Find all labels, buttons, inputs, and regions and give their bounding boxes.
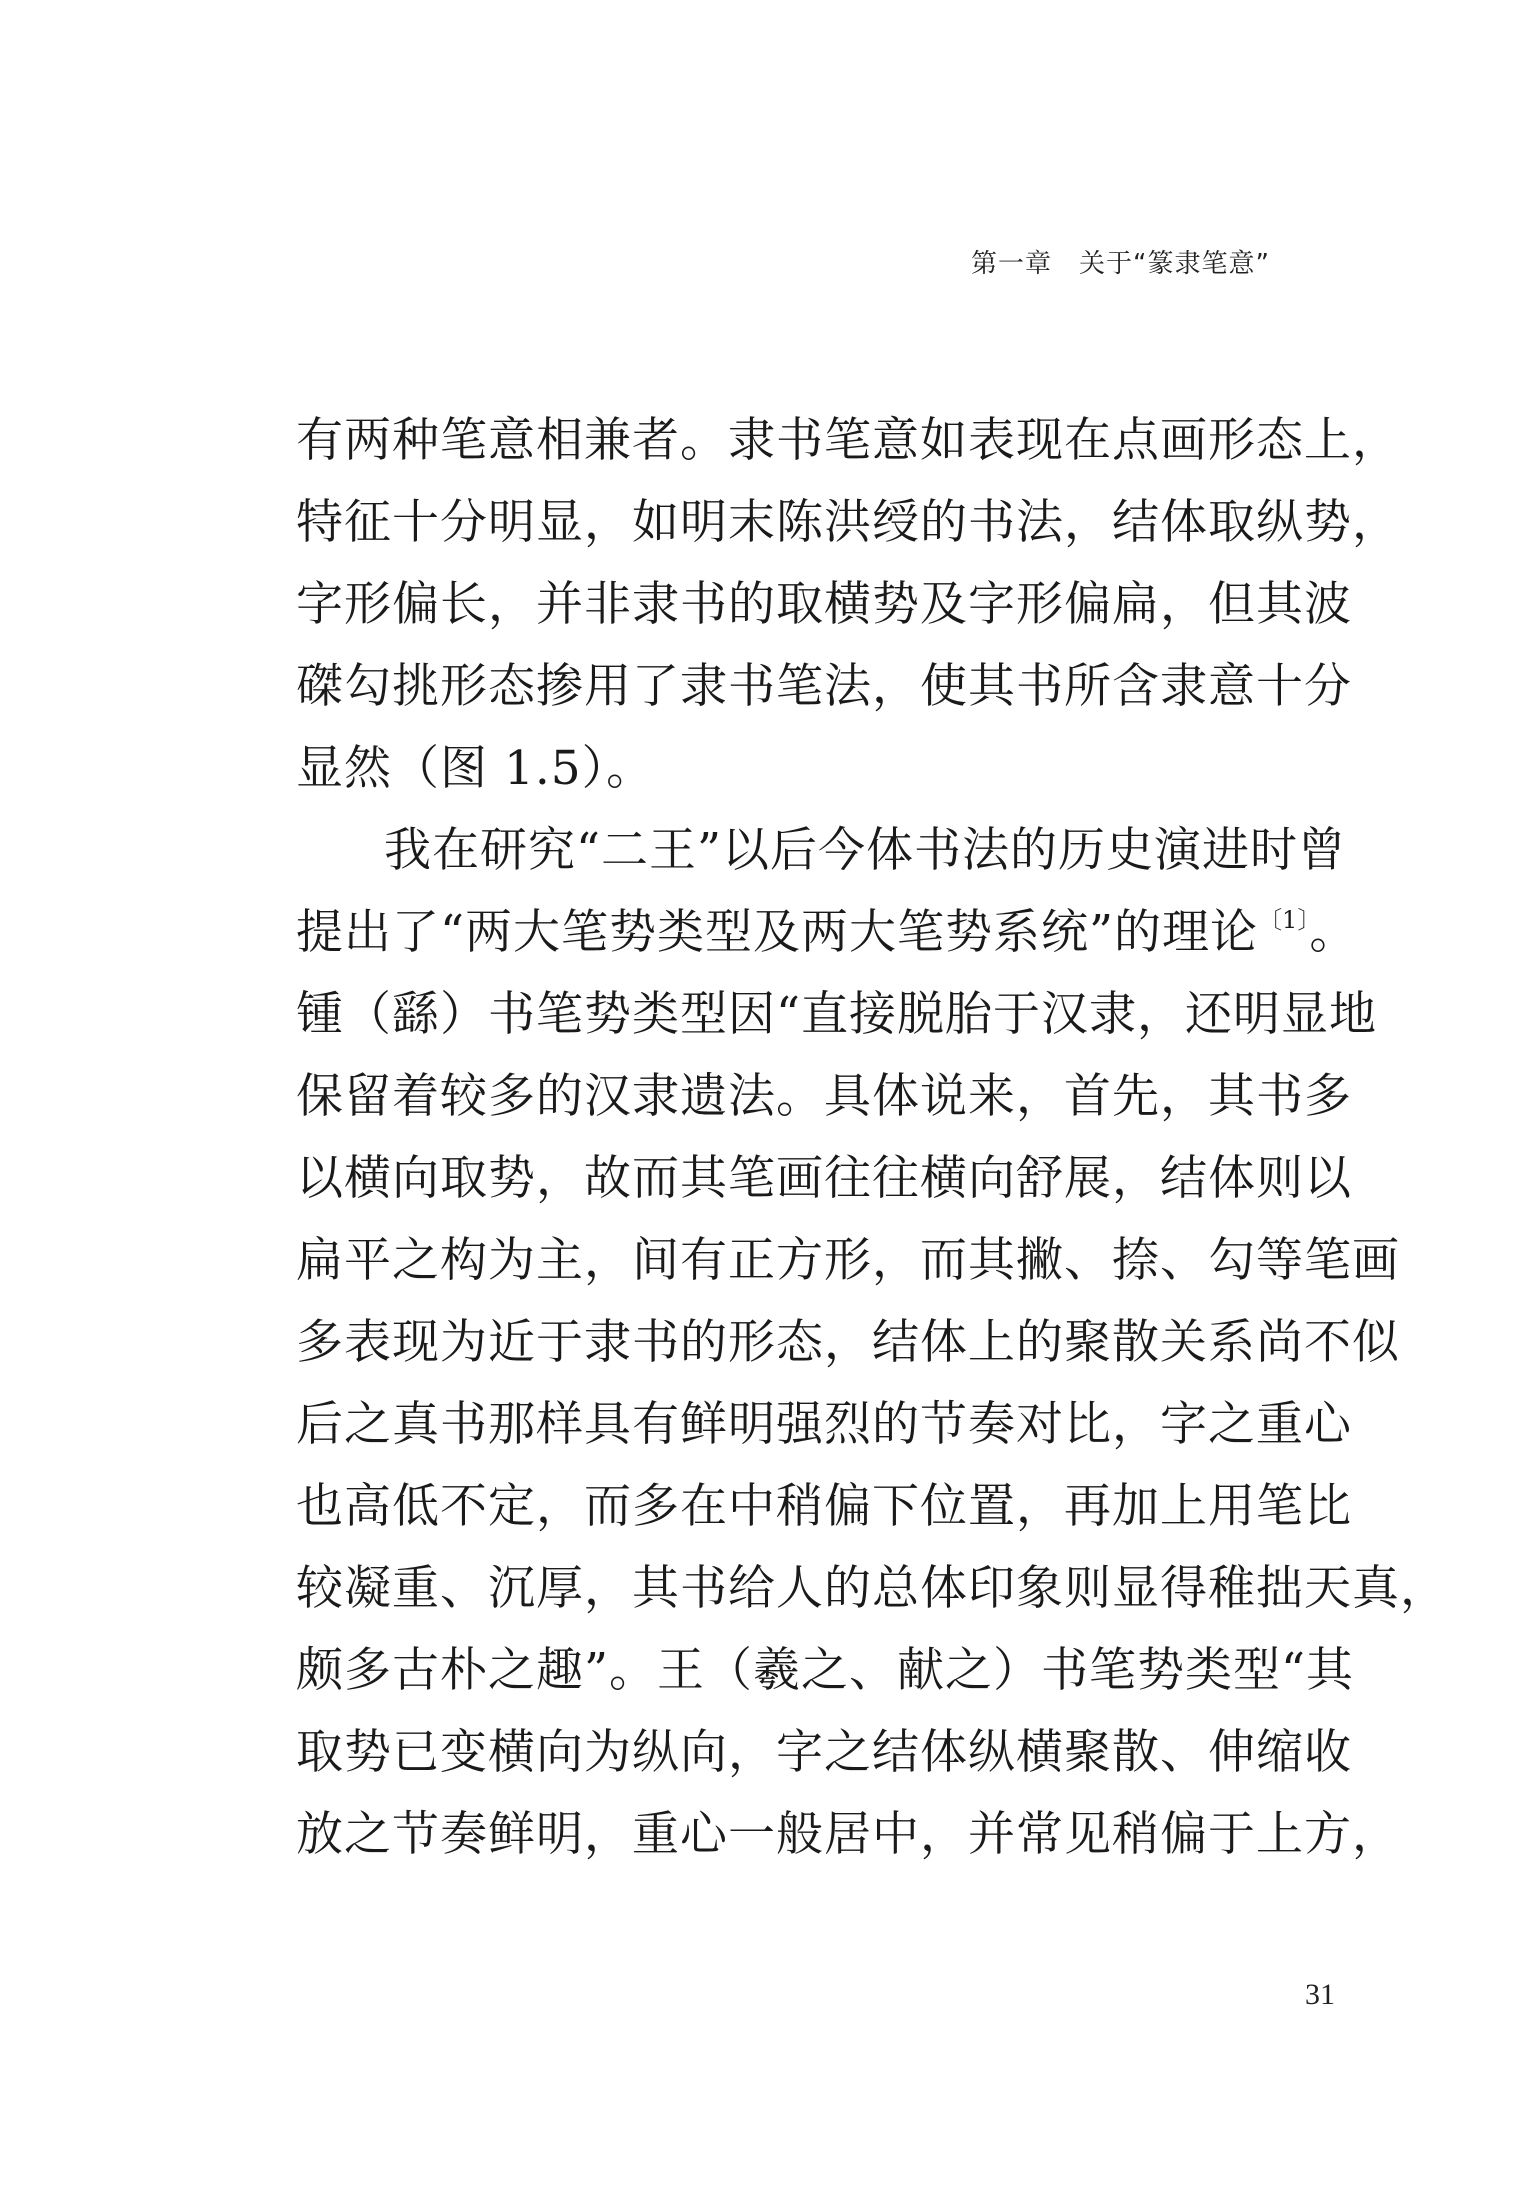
body-text [296,400,1448,1876]
text-line: 较凝重、沉厚，其书给人的总体印象则显得稚拙天真， [296,1561,1448,1616]
text-segment: 。 [1309,905,1358,960]
text-line: 多表现为近于隶书的形态，结体上的聚散关系尚不似 [296,1315,1400,1370]
text-line: 颇多古朴之趣”。王（羲之、献之）书笔势类型“其 [296,1643,1355,1698]
footnote-reference[interactable]: 〔1〕 [1258,906,1310,934]
text-line: 取势已变横向为纵向，字之结体纵横聚散、伸缩收 [296,1725,1352,1780]
text-line: 特征十分明显，如明末陈洪绶的书法，结体取纵势， [296,495,1400,550]
text-line: 显然（图 1.5）。 [296,741,655,796]
text-line: 保留着较多的汉隶遗法。具体说来，首先，其书多 [296,1069,1352,1124]
text-line: 字形偏长，并非隶书的取横势及字形偏扁，但其波 [296,577,1352,632]
text-line: 锺（繇）书笔势类型因“直接脱胎于汉隶，还明显地 [296,987,1378,1042]
paragraph-first-line: 我在研究“二王”以后今体书法的历史演进时曾 [384,823,1347,878]
text-segment: 提出了“两大笔势类型及两大笔势系统”的理论 [296,905,1259,960]
text-line: 也高低不定，而多在中稍偏下位置，再加上用笔比 [296,1479,1352,1534]
text-line: 放之节奏鲜明，重心一般居中，并常见稍偏于上方， [296,1807,1400,1862]
text-line: 扁平之构为主，间有正方形，而其撇、捺、勾等笔画 [296,1233,1400,1288]
running-head: 第一章 关于“篆隶笔意” [971,249,1270,279]
text-line: 后之真书那样具有鲜明强烈的节奏对比，字之重心 [296,1397,1352,1452]
page-number: 31 [1305,1978,1335,2011]
text-line: 以横向取势，故而其笔画往往横向舒展，结体则以 [296,1151,1352,1206]
text-line: 有两种笔意相兼者。隶书笔意如表现在点画形态上， [296,413,1400,468]
text-line: 磔勾挑形态掺用了隶书笔法，使其书所含隶意十分 [296,659,1352,714]
text-line-with-footnote [296,892,1358,974]
